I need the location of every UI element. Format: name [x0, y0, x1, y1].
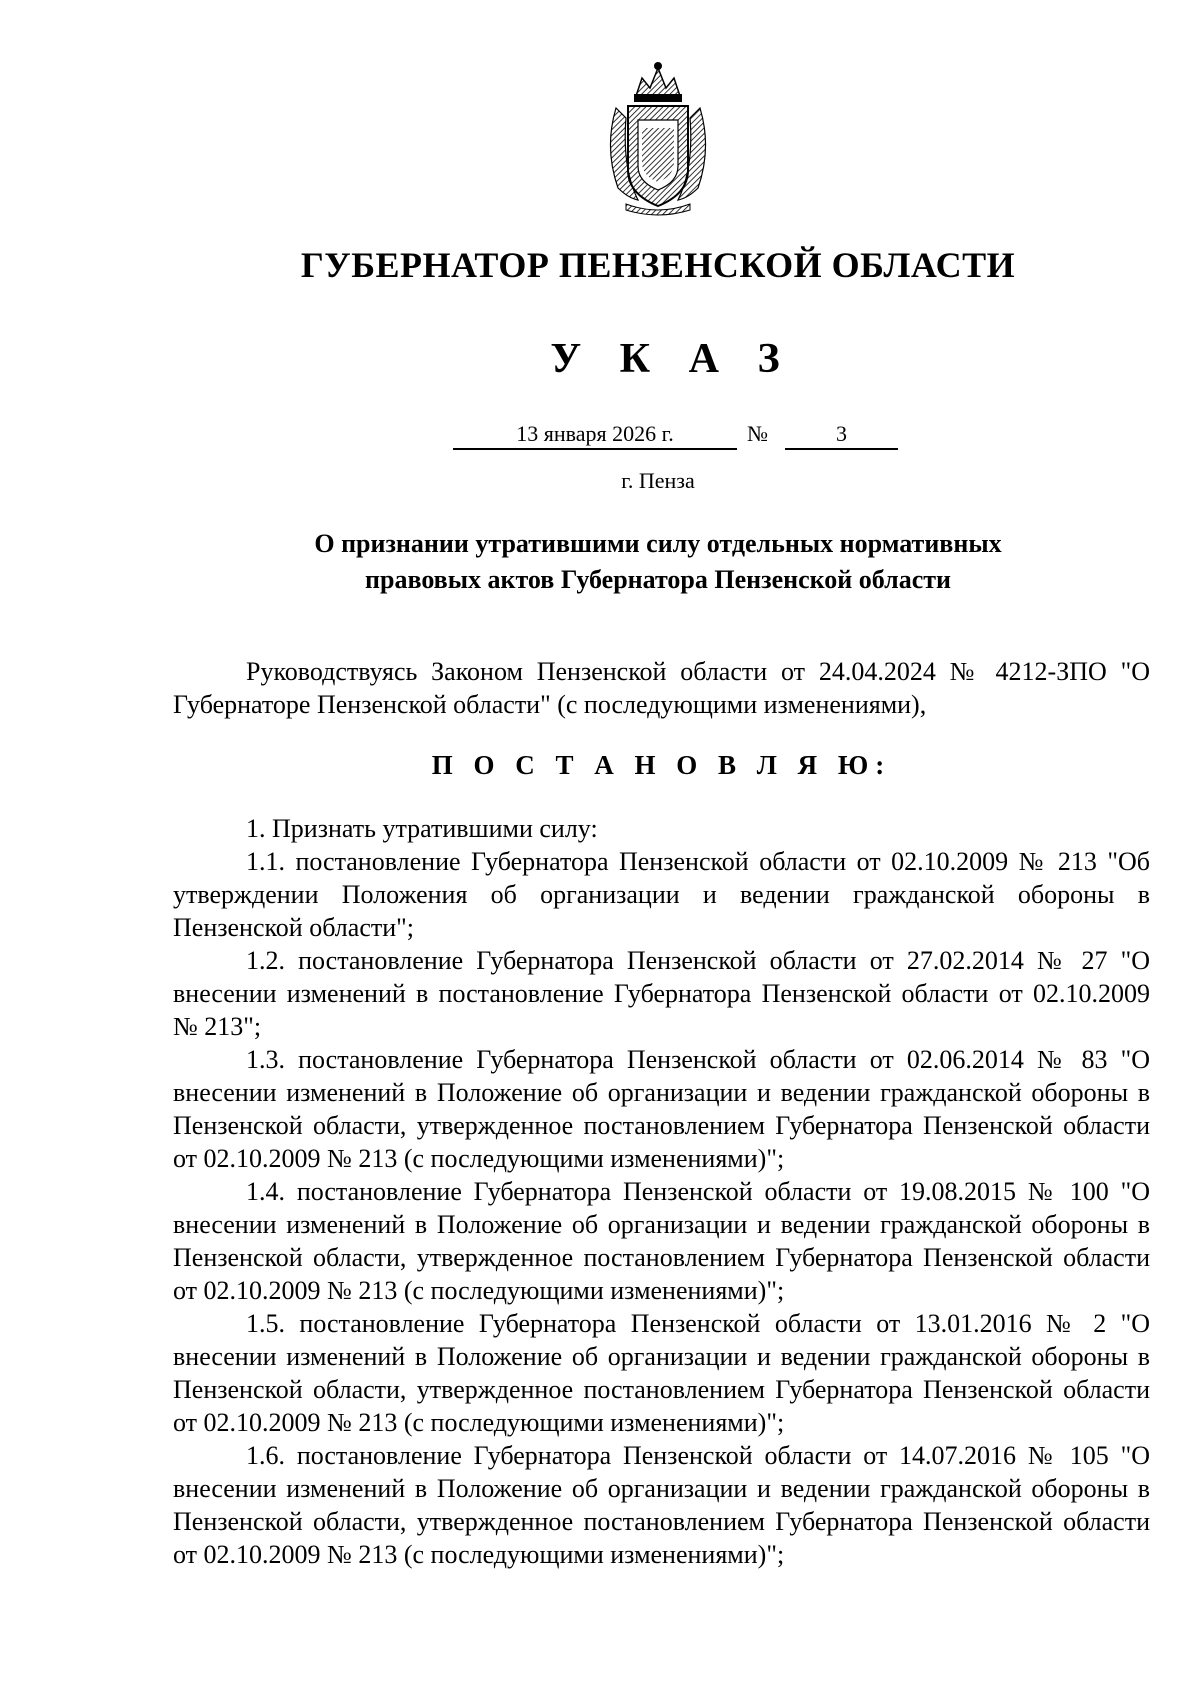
subject-line-2: правовых актов Губернатора Пензенской области — [365, 565, 951, 594]
item-1-6: 1.6. постановление Губернатора Пензенской области от 14.07.2016 № 105 "О внесении изменений в Положение об организации и ведении гражданской обороны в Пензенской области, утвержденное постановлением Губернатора Пензенской области от 02.10.2009 № 213 (с последующими изменениями)"; — [173, 1441, 1150, 1569]
document-type: У К А З — [550, 336, 794, 382]
document-date: 13 января 2026 г. — [453, 420, 737, 450]
decree-word: П О С Т А Н О В Л Я Ю: — [431, 750, 892, 780]
document-subject — [220, 526, 1096, 598]
item-1-1: 1.1. постановление Губернатора Пензенской области от 02.10.2009 № 213 "Об утверждении Положения об организации и ведении гражданской обороны в Пензенской области"; — [173, 847, 1150, 942]
preamble: Руководствуясь Законом Пензенской области от 24.04.2024 № 4212-ЗПО "О Губернаторе Пензенской области" (с последующими изменениями), — [173, 657, 1150, 719]
subject-line-1: О признании утратившими силу отдельных нормативных — [314, 529, 1002, 558]
document-number: 3 — [785, 420, 898, 450]
number-sign: № — [747, 421, 768, 446]
issuing-authority: ГУБЕРНАТОР ПЕНЗЕНСКОЙ ОБЛАСТИ — [300, 245, 1016, 285]
document-body — [173, 655, 1150, 1571]
item-1: 1. Признать утратившими силу: — [246, 814, 598, 843]
issue-city: г. Пенза — [621, 468, 695, 493]
coat-of-arms-icon — [598, 58, 718, 218]
item-1-5: 1.5. постановление Губернатора Пензенской области от 13.01.2016 № 2 "О внесении изменений в Положение об организации и ведении гражданской обороны в Пензенской области, утвержденное постановлением Губернатора Пензенской области от 02.10.2009 № 213 (с последующими изменениями)"; — [173, 1309, 1150, 1437]
item-1-3: 1.3. постановление Губернатора Пензенской области от 02.06.2014 № 83 "О внесении изменений в Положение об организации и ведении гражданской обороны в Пензенской области, утвержденное постановлением Губернатора Пензенской области от 02.10.2009 № 213 (с последующими изменениями)"; — [173, 1045, 1150, 1173]
item-1-2: 1.2. постановление Губернатора Пензенской области от 27.02.2014 № 27 "О внесении изменений в постановление Губернатора Пензенской области от 02.10.2009 № 213"; — [173, 946, 1150, 1041]
item-1-4: 1.4. постановление Губернатора Пензенской области от 19.08.2015 № 100 "О внесении изменений в Положение об организации и ведении гражданской обороны в Пензенской области, утвержденное постановлением Губернатора Пензенской области от 02.10.2009 № 213 (с последующими изменениями)"; — [173, 1177, 1150, 1305]
date-number-row — [0, 420, 1200, 460]
